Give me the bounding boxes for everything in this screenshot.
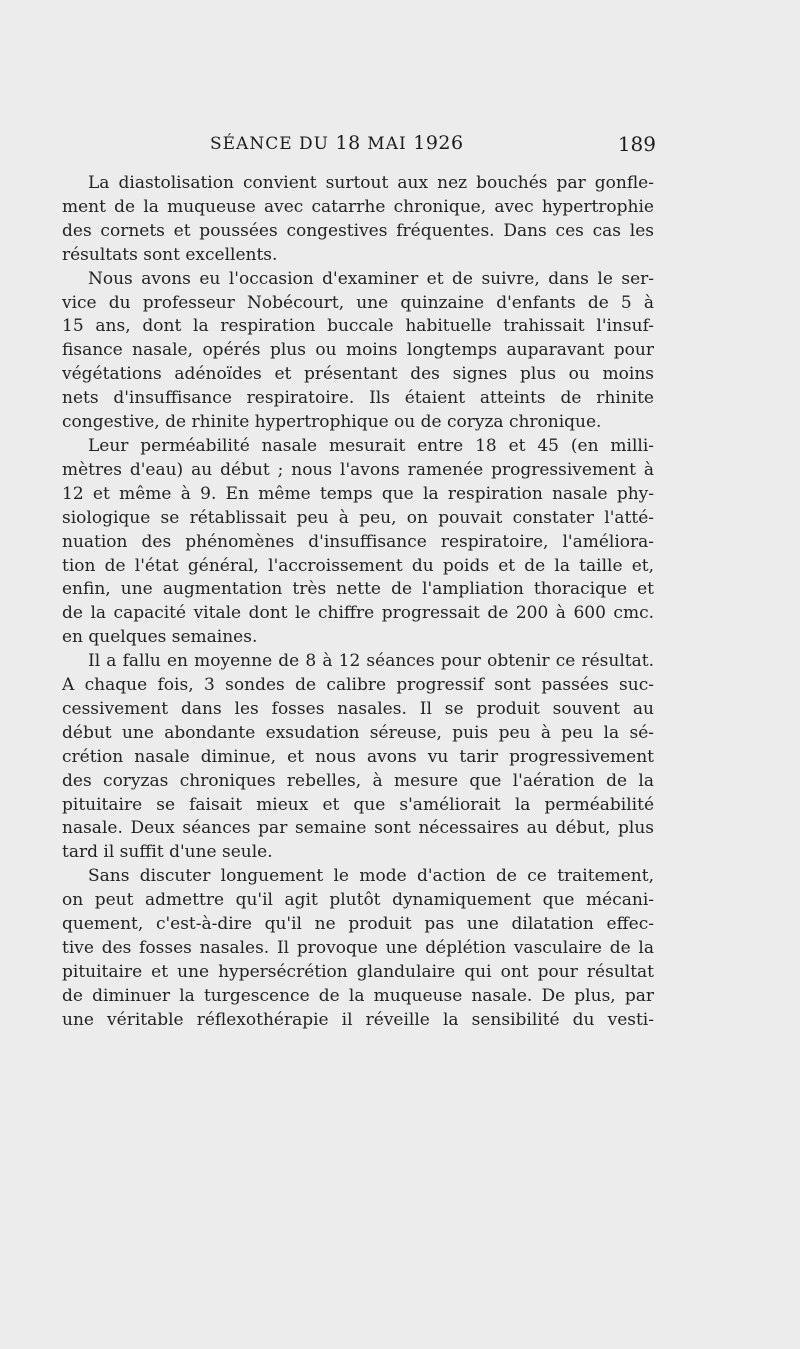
text-line: nuation des phénomènes d'insuffisance respiratoire, l'améliora-: [62, 531, 654, 552]
text-line: mètres d'eau) au début ; nous l'avons ramenée progressivement à: [62, 459, 654, 480]
text-line: quement, c'est-à-dire qu'il ne produit pas une dilatation effec-: [62, 914, 654, 935]
paragraph: [62, 865, 654, 1032]
text-line: végétations adénoïdes et présentant des signes plus ou moins: [62, 364, 654, 385]
text-line: tard il suffit d'une seule.: [62, 842, 273, 863]
paragraph: [62, 650, 654, 865]
text-line: vice du professeur Nobécourt, une quinzaine d'enfants de 5 à: [62, 292, 654, 313]
text-line: Il a fallu en moyenne de 8 à 12 séances pour obtenir ce résultat.: [88, 651, 654, 672]
running-title: [210, 132, 464, 154]
text-line: résultats sont excellents.: [62, 244, 278, 265]
text-line: 12 et même à 9. En même temps que la respiration nasale phy-: [62, 483, 654, 504]
page-number: 189: [617, 132, 656, 156]
body-text: [62, 172, 654, 1033]
text-line: Leur perméabilité nasale mesurait entre 18 et 45 (en milli-: [88, 435, 654, 456]
text-line: fisance nasale, opérés plus ou moins longtemps auparavant pour: [62, 340, 654, 361]
text-line: congestive, de rhinite hypertrophique ou de coryza chronique.: [62, 412, 602, 433]
text-line: de diminuer la turgescence de la muqueuse nasale. De plus, par: [62, 985, 654, 1006]
text-line: en quelques semaines.: [62, 627, 258, 648]
text-line: des coryzas chroniques rebelles, à mesure que l'aération de la: [62, 770, 654, 791]
paragraph: [62, 172, 654, 268]
text-line: ment de la muqueuse avec catarrhe chronique, avec hypertrophie: [62, 196, 654, 217]
text-line: Sans discuter longuement le mode d'action de ce traitement,: [88, 866, 654, 887]
text-line: de la capacité vitale dont le chiffre progressait de 200 à 600 cmc.: [62, 603, 654, 624]
paragraph: [62, 268, 654, 435]
paragraph: [62, 435, 654, 650]
text-line: enfin, une augmentation très nette de l'ampliation thoracique et: [62, 579, 654, 600]
text-line: nasale. Deux séances par semaine sont nécessaires au début, plus: [62, 818, 654, 839]
text-line: cessivement dans les fosses nasales. Il se produit souvent au: [62, 698, 654, 719]
text-line: pituitaire et une hypersécrétion glandulaire qui ont pour résultat: [62, 961, 654, 982]
running-title-prefix: SÉANCE DU: [210, 134, 329, 154]
text-line: 15 ans, dont la respiration buccale habituelle trahissait l'insuf-: [62, 316, 654, 337]
text-line: début une abondante exsudation séreuse, puis peu à peu la sé-: [62, 722, 654, 743]
text-line: tive des fosses nasales. Il provoque une déplétion vasculaire de la: [62, 938, 654, 958]
text-line: siologique se rétablissait peu à peu, on pouvait constater l'atté-: [62, 507, 654, 528]
text-line: une véritable réflexothérapie il réveille la sensibilité du vesti-: [62, 1009, 654, 1030]
text-line: pituitaire se faisait mieux et que s'améliorait la perméabilité: [62, 794, 654, 815]
text-line: tion de l'état général, l'accroissement du poids et de la taille et,: [62, 555, 654, 576]
running-title-day: 18: [335, 132, 361, 154]
text-line: A chaque fois, 3 sondes de calibre progressif sont passées suc-: [62, 675, 654, 696]
text-line: on peut admettre qu'il agit plutôt dynamiquement que mécani-: [62, 890, 654, 911]
running-title-month: MAI: [367, 134, 407, 154]
text-line: crétion nasale diminue, et nous avons vu tarir progressivement: [62, 746, 654, 767]
text-line: Nous avons eu l'occasion d'examiner et de suivre, dans le ser-: [88, 268, 654, 289]
running-title-year: 1926: [413, 132, 464, 154]
page-header: [60, 132, 656, 158]
text-line: des cornets et poussées congestives fréquentes. Dans ces cas les: [62, 220, 654, 241]
text-line: nets d'insuffisance respiratoire. Ils étaient atteints de rhinite: [62, 388, 654, 409]
text-line: La diastolisation convient surtout aux nez bouchés par gonfle-: [88, 173, 654, 193]
